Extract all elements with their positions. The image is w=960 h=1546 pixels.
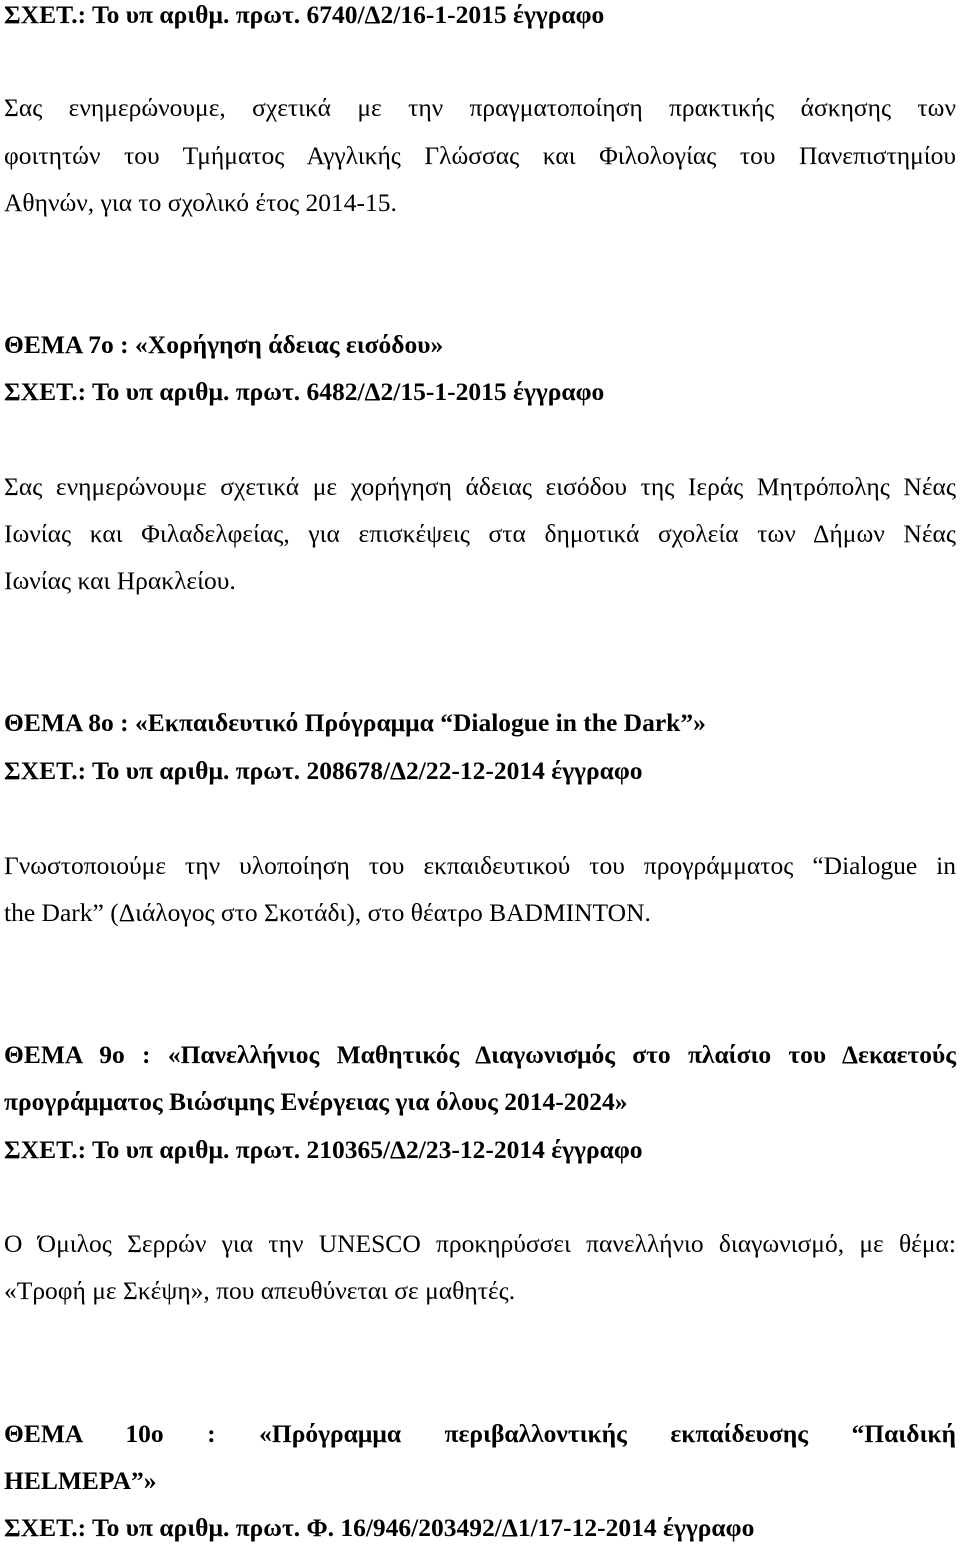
reference-line: ΣΧΕΤ.: Το υπ αριθμ. πρωτ. 208678/Δ2/22-12-2014 έγγραφο: [4, 756, 643, 785]
body-line: Σας ενημερώνουμε, σχετικά με την πραγματοποίηση πρακτικής άσκησης των: [4, 93, 956, 122]
section-title: HELMEPA”»: [4, 1466, 157, 1495]
body-line: Αθηνών, για το σχολικό έτος 2014-15.: [4, 188, 397, 217]
reference-line: ΣΧΕΤ.: Το υπ αριθμ. πρωτ. Φ. 16/946/203492/Δ1/17-12-2014 έγγραφο: [4, 1513, 755, 1542]
reference-line: ΣΧΕΤ.: Το υπ αριθμ. πρωτ. 210365/Δ2/23-12-2014 έγγραφο: [4, 1135, 643, 1164]
reference-line: ΣΧΕΤ.: Το υπ αριθμ. πρωτ. 6482/Δ2/15-1-2015 έγγραφο: [4, 377, 605, 406]
reference-line: ΣΧΕΤ.: Το υπ αριθμ. πρωτ. 6740/Δ2/16-1-2015 έγγραφο: [4, 0, 605, 29]
body-line: Ιωνίας και Ηρακλείου.: [4, 566, 236, 595]
section-title: ΘΕΜΑ 10ο : «Πρόγραμμα περιβαλλοντικής εκπαίδευσης “Παιδική: [4, 1419, 956, 1448]
body-line: Γνωστοποιούμε την υλοποίηση του εκπαιδευτικού του προγράμματος “Dialogue in: [4, 851, 956, 880]
body-line: «Τροφή με Σκέψη», που απευθύνεται σε μαθητές.: [4, 1276, 516, 1305]
body-line: Σας ενημερώνουμε σχετικά με χορήγηση άδειας εισόδου της Ιεράς Μητρόπολης Νέας: [4, 472, 956, 501]
body-line: the Dark” (Διάλογος στο Σκοτάδι), στο θέατρο BADMINTON.: [4, 898, 651, 927]
body-line: Ο Όμιλος Σερρών για την UNESCO προκηρύσσει πανελλήνιο διαγωνισμό, με θέμα:: [4, 1229, 956, 1258]
section-title: προγράμματος Βιώσιμης Ενέργειας για όλους 2014-2024»: [4, 1087, 628, 1116]
section-title: ΘΕΜΑ 9ο : «Πανελλήνιος Μαθητικός Διαγωνισμός στο πλαίσιο του Δεκαετούς: [4, 1040, 956, 1069]
section-title: ΘΕΜΑ 8ο : «Εκπαιδευτικό Πρόγραμμα “Dialogue in the Dark”»: [4, 708, 706, 737]
section-title: ΘΕΜΑ 7ο : «Χορήγηση άδειας εισόδου»: [4, 330, 444, 359]
body-line: Ιωνίας και Φιλαδελφείας, για επισκέψεις στα δημοτικά σχολεία των Δήμων Νέας: [4, 519, 956, 548]
body-line: φοιτητών του Τμήματος Αγγλικής Γλώσσας και Φιλολογίας του Πανεπιστημίου: [4, 141, 956, 170]
